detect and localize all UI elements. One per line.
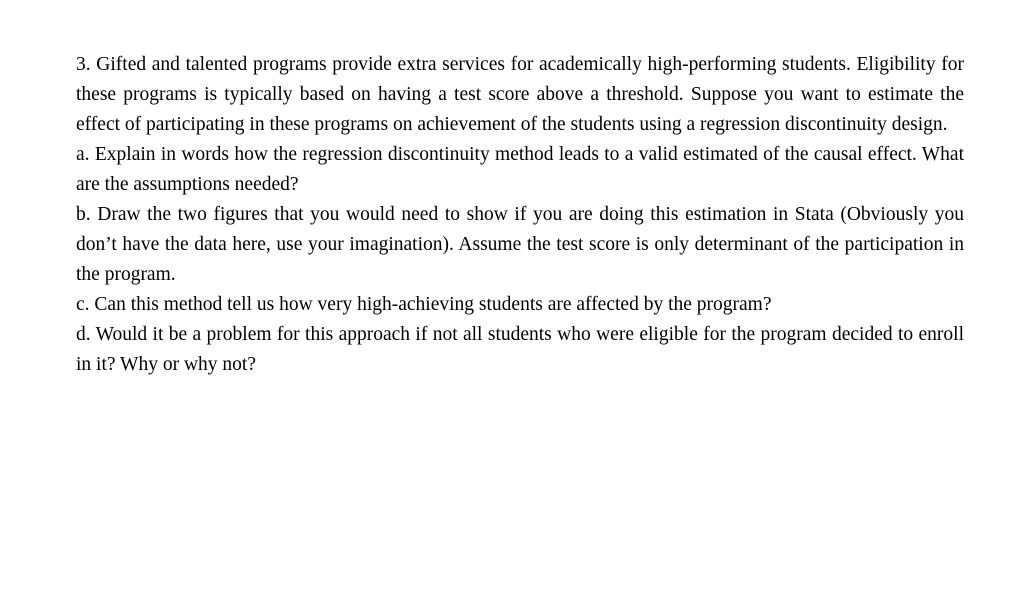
- question-block: [76, 50, 964, 380]
- question-intro: 3. Gifted and talented programs provide extra services for academically high-performing students. Eligibility for these programs is typically based on having a test score above a threshold. Suppose you want to estimate the effect of participating in these programs on achievement of the students using a regression discontinuity design.: [76, 54, 964, 135]
- question-part-a: a. Explain in words how the regression discontinuity method leads to a valid estimated of the causal effect. What are the assumptions needed?: [76, 144, 964, 195]
- question-part-b: b. Draw the two figures that you would need to show if you are doing this estimation in Stata (Obviously you don’t have the data here, use your imagination). Assume the test score is only determinant of the participation in the program.: [76, 204, 964, 285]
- question-part-c: c. Can this method tell us how very high-achieving students are affected by the program?: [76, 294, 772, 315]
- question-part-d: d. Would it be a problem for this approach if not all students who were eligible for the program decided to enroll in it? Why or why not?: [76, 324, 964, 375]
